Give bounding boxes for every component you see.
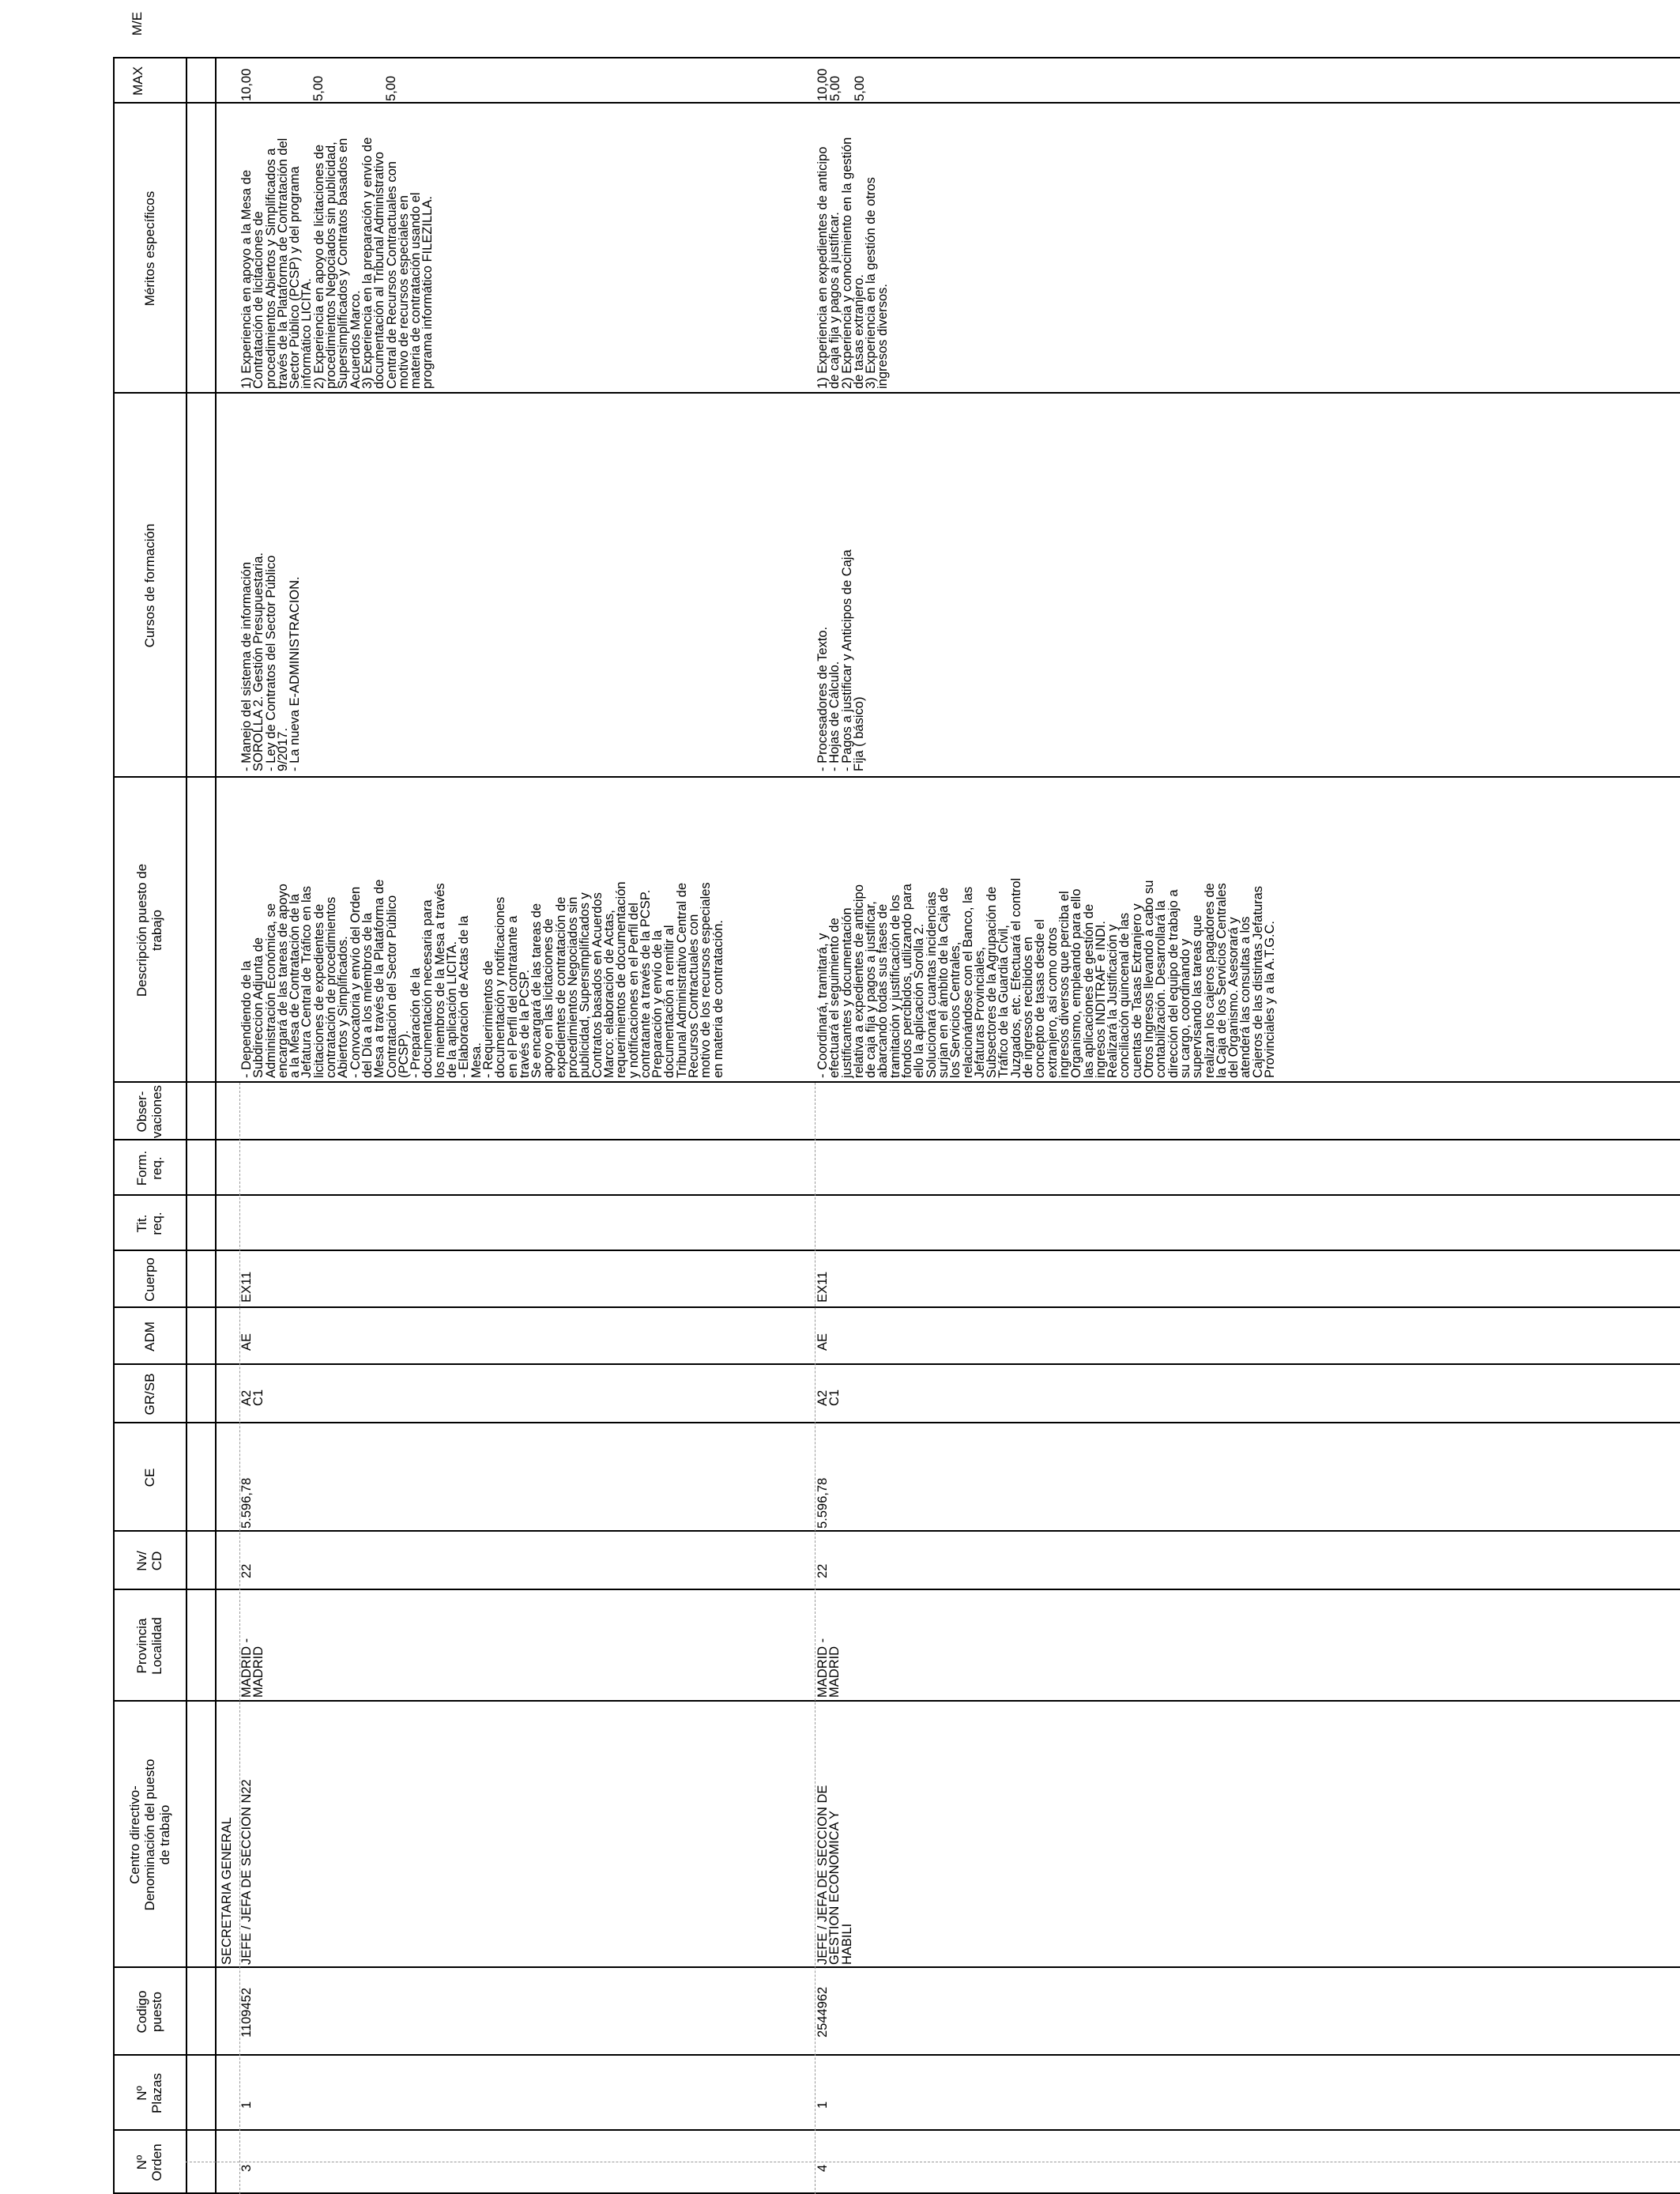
- row2-cuerpo: EX11: [816, 1271, 830, 1302]
- row1-codigo: 1109452: [239, 1987, 254, 2038]
- row2-grupo: A2 C1: [816, 1389, 842, 1406]
- me-header-text: M/E: [130, 11, 145, 36]
- header-centro: Centro directivo- Denominación del puesto de trabajo: [126, 1759, 172, 1911]
- col-line-3: [113, 1966, 1680, 1968]
- header-observaciones: Obser- vaciones: [134, 1084, 164, 1139]
- header-titulacion: Tit. req.: [134, 1212, 164, 1235]
- header-grupo: GR/SB: [141, 1373, 157, 1416]
- header-adm: ADM: [141, 1321, 157, 1351]
- col-line-7: [113, 1422, 1680, 1423]
- col-line-15: [113, 392, 1680, 394]
- header-provincia: Provincia Localidad: [134, 1617, 164, 1675]
- row1-cuerpo: EX11: [239, 1271, 254, 1302]
- rotated-sheet: [113, 57, 1680, 2194]
- row2-descripcion: - Coordinará, tramitará, y efectuará el seguimiento de justificantes y documentación relativa a expedientes de anticipo de caja fija y pagos a justificar, abarcando todas sus fases de tramitación y justificación de los fondos percibidos, utilizando para ello la aplicación Sorolla 2. Solucionará cuantas incidencias surjan en el ámbito de la Caja de los Servicios Centrales, relacionándose con el Banco, las Jefaturas Provinciales, Subsectores de la Agrupación de Tráfico de la Guardia Civil, Juzgados, etc. Efectuará el control de ingresos recibidos en concepto de tasas desde el extranjero, así como otros ingresos diversos que perciba el Organismo, empleando para ello las aplicaciones de gestión de ingresos INDITRAF e INDI. Realizará la Justificación y conciliación quincenal de las cuentas de Tasas Extranjero y Otros Ingresos llevando a cabo su contabilización. Desarrollará la dirección del equipo de trabajo a su cargo, coordinando y supervisando las tareas que realizan los cajeros pagadores de la Caja de los Servicios Centrales del Organismo. Asesorará y atenderá las consultas a los Cajeros de las distintas Jefaturas Provinciales y a la A.T.G.C.: [816, 877, 1277, 1078]
- row1-ce: 5.596,78: [239, 1477, 254, 1529]
- header-orden: Nº Orden: [134, 2143, 164, 2181]
- row2-nivel: 22: [816, 1563, 830, 1578]
- header-cursos: Cursos de formación: [141, 523, 157, 648]
- header-ce: CE: [141, 1468, 157, 1487]
- col-line-11: [113, 1194, 1680, 1196]
- header-formacion: Form. req.: [134, 1150, 164, 1186]
- col-line-13: [113, 1081, 1680, 1083]
- header-cuerpo: Cuerpo: [141, 1257, 157, 1302]
- row1-adm: AE: [239, 1333, 254, 1351]
- col-line-5: [113, 1589, 1680, 1590]
- header-bottom-rule: [186, 57, 187, 2194]
- col-line-9: [113, 1306, 1680, 1308]
- row2-meritos: 1) Experiencia en expedientes de anticipo de caja fija y pagos a justificar. 2) Experiencia y conocimiento en la gestión de tasas extranjero. 3) Experiencia en la gestión de otros ingresos diversos.: [816, 137, 891, 389]
- row2-max-3: 5,00: [853, 75, 867, 101]
- row1-max-2: 5,00: [311, 75, 326, 101]
- row1-cursos: - Manejo del sistema de información SOROLLA 2. Gestión Presupuestaria. - Ley de Contratos del Sector Público 9/2017. - La nueva E-ADMINISTRACION.: [239, 552, 303, 771]
- col-line-17: [113, 57, 1680, 58]
- col-line-12: [113, 1139, 1680, 1140]
- row2-adm: AE: [816, 1333, 830, 1351]
- col-line-10: [113, 1250, 1680, 1251]
- col-line-1: [113, 2129, 1680, 2131]
- row1-nivel: 22: [239, 1563, 254, 1578]
- header-meritos: Méritos específicos: [141, 190, 157, 307]
- header-codigo: Codigo puesto: [134, 1990, 164, 2034]
- row2-centro: JEFE / JEFA DE SECCION DE GESTION ECONOMICA Y HABILI: [816, 1785, 854, 1965]
- row1-max-3: 5,00: [384, 75, 398, 101]
- row1-meritos: 1) Experiencia en apoyo a la Mesa de Contratación de licitaciones de procedimientos Abiertos y Simplificados a través de la Plataforma de Contratación del Sector Público (PCSP) y del programa informático LICITA. 2) Experiencia en apoyo de licitaciones de procedimientos Negociados sin publicidad, Supersimplificados y Contratos basados en Acuerdos Marco. 3) Experiencia en la preparación y envío de documentación al Tribunal Administrativo Central de Recursos Contractuales con motivo de recursos especiales en materia de contratación usando el programa informático FILEZILLA.: [239, 137, 435, 389]
- header-nivel: Nv/ CD: [134, 1551, 164, 1571]
- row1-descripcion: - Dependiendo de la Subdireccion Adjunta de Administración Económica, se encargará de las tareas de apoyo a la Mesa de Contratación de la Jefatura Central de Tráfico en las licitaciones de expedientes de contratación de procedimientos Abiertos y Simplificados. - Convocatoria y envío del Orden del Día a los miembros de la Mesa a través de la Plataforma de Contratación del Sector Público (PCSP). - Preparación de la documentación necesaria para los miembros de la Mesa a través de la aplicación LICITA. - Elaboración de Actas de la Mesa. - Requerimientos de documentación y notificaciones en el Perfil del contratante a través de la PCSP. Se encargará de las tareas de apoyo en las licitaciones de expedientes de contratación de procedimientos Negociados sin publicidad, Supersimplificados y Contratos basados en Acuerdos Marco: elaboración de Actas, requerimientos de documentación y notificaciones en el Perfil del contratante a través de la PCSP. Preparación y envío de la documentación a remitir al Tribunal Administrativo Central de Recursos Contractuales con motivo de los recursos especiales en materia de contratación.: [239, 879, 725, 1078]
- row1-provincia: MADRID - MADRID: [239, 1638, 266, 1698]
- row2-max-2: 5,00: [828, 75, 842, 101]
- row1-plazas: 1: [239, 2101, 254, 2109]
- row2-plazas: 1: [816, 2101, 830, 2109]
- row2-cursos: - Procesadores de Texto. - Hojas de Cálculo. - Pagos a justificar y Anticipos de Caja Fija ( básico): [816, 549, 866, 771]
- header-max: MAX: [130, 66, 145, 96]
- row1-centro: JEFE / JEFA DE SECCION N22: [239, 1779, 254, 1965]
- right-strip-rule: [215, 57, 217, 2194]
- row2-ce: 5.596,78: [816, 1477, 830, 1529]
- row2-max-1: 10,00: [816, 68, 830, 101]
- row2-provincia: MADRID - MADRID: [816, 1638, 842, 1698]
- col-line-14: [113, 776, 1680, 778]
- row1-max-1: 10,00: [239, 68, 254, 101]
- col-line-8: [113, 1363, 1680, 1365]
- col-line-16: [113, 102, 1680, 104]
- header-plazas: Nº Plazas: [134, 2072, 164, 2114]
- col-line-4: [113, 1700, 1680, 1702]
- col-line-6: [113, 1530, 1680, 1532]
- row2-codigo: 2544962: [816, 1986, 830, 2038]
- row1-orden: 3: [239, 2164, 254, 2172]
- row2-orden: 4: [816, 2164, 830, 2172]
- me-header: [113, 0, 162, 47]
- row1-grupo: A2 C1: [239, 1389, 266, 1406]
- section-label: SECRETARIA GENERAL: [220, 1817, 234, 1965]
- header-descripcion: Descripción puesto de trabajo: [134, 863, 164, 997]
- col-line-2: [113, 2054, 1680, 2056]
